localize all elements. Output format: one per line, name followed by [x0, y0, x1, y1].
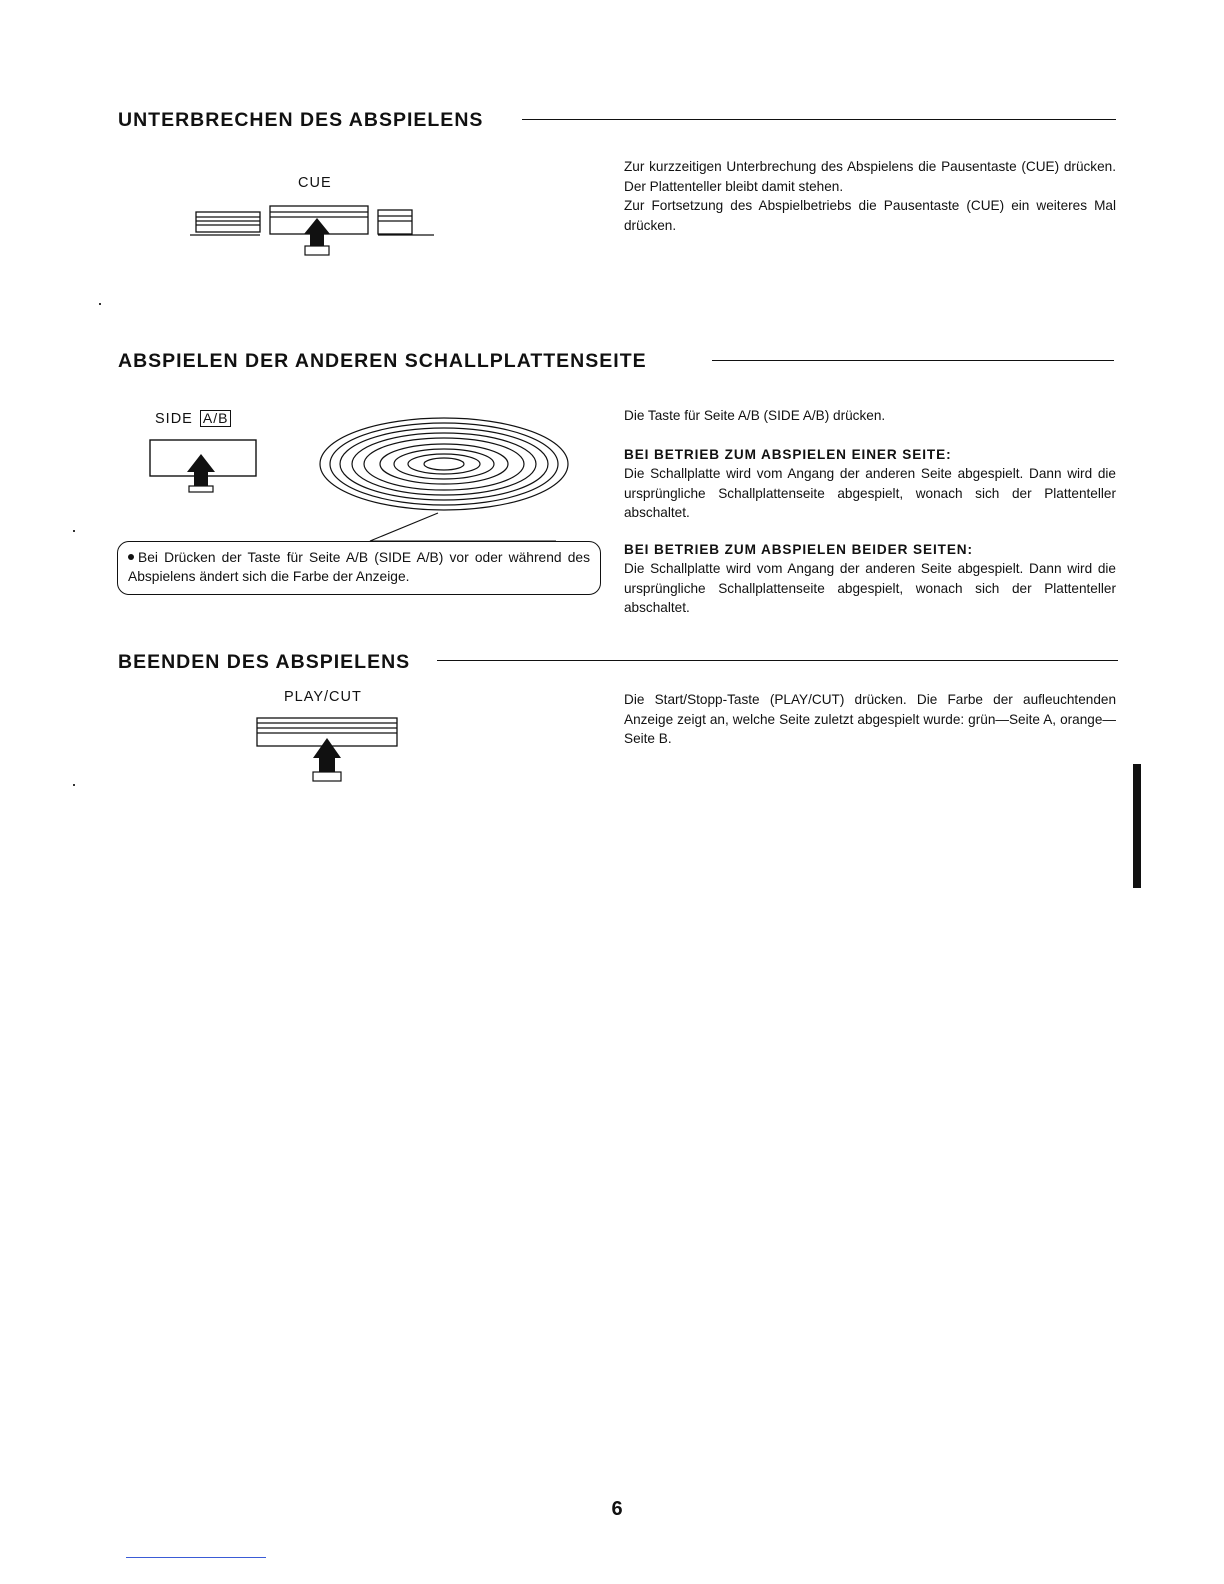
margin-bar	[1133, 764, 1141, 888]
scan-speck	[73, 784, 75, 786]
scan-speck	[99, 303, 101, 305]
right-key	[378, 210, 434, 235]
section-heading-stop: BEENDEN DES ABSPIELENS	[118, 651, 411, 673]
record-disc-icon	[320, 418, 580, 558]
cue-button-label: CUE	[298, 175, 332, 191]
side-intro: Die Taste für Seite A/B (SIDE A/B) drücken.	[624, 408, 886, 423]
footer-underline	[126, 1557, 266, 1558]
section-heading-pause: UNTERBRECHEN DES ABSPIELENS	[118, 109, 484, 131]
side-button-label	[155, 410, 231, 427]
side-color-note	[117, 541, 601, 595]
press-arrow-icon	[304, 218, 330, 255]
cue-button-illustration	[190, 198, 440, 258]
single-side-heading: BEI BETRIEB ZUM ABSPIELEN EINER SEITE:	[624, 446, 952, 462]
side-description	[624, 406, 1116, 618]
scan-speck	[73, 530, 75, 532]
bullet-icon	[128, 554, 134, 560]
both-sides-text: Die Schallplatte wird vom Angang der anderen Seite abgespielt. Dann wird die ursprüngliche Schallplattenseite abgespielt, wonach sich der Plattenteller abschaltet.	[624, 561, 1116, 615]
side-button-illustration	[148, 438, 268, 498]
heading-rule	[437, 660, 1118, 661]
single-side-text: Die Schallplatte wird vom Angang der anderen Seite abgespielt. Dann wird die ursprüngliche Schallplattenseite abgespielt, wonach sich der Plattenteller abschaltet.	[624, 466, 1116, 520]
press-arrow-icon	[313, 738, 341, 781]
section-heading-other-side: ABSPIELEN DER ANDEREN SCHALLPLATTENSEITE	[118, 350, 647, 372]
side-label-text: SIDE	[155, 411, 193, 427]
playcut-button-label: PLAY/CUT	[284, 689, 362, 705]
heading-rule	[712, 360, 1114, 361]
both-sides-heading: BEI BETRIEB ZUM ABSPIELEN BEIDER SEITEN:	[624, 541, 973, 557]
side-ab-box-label: A/B	[200, 410, 232, 427]
page-number: 6	[611, 1498, 623, 1520]
pause-text-2: Zur Fortsetzung des Abspielbetriebs die Pausentaste (CUE) ein weiteres Mal drücken.	[624, 198, 1116, 233]
stop-text: Die Start/Stopp-Taste (PLAY/CUT) drücken. Die Farbe der aufleuchtenden Anzeige zeigt an, welche Seite zuletzt abgespielt wurde: grün—Seite A, orange—Seite B.	[624, 692, 1116, 746]
pause-description	[624, 157, 1116, 235]
pause-text-1: Zur kurzzeitigen Unterbrechung des Abspielens die Pausentaste (CUE) drücken. Der Plattenteller bleibt damit stehen.	[624, 159, 1116, 194]
playcut-button-illustration	[255, 714, 405, 784]
stop-description	[624, 690, 1116, 749]
press-arrow-icon	[187, 454, 215, 492]
note-text: Bei Drücken der Taste für Seite A/B (SIDE A/B) vor oder während des Abspielens ändert sich die Farbe der Anzeige.	[128, 550, 590, 584]
left-key	[190, 212, 260, 235]
heading-rule	[522, 119, 1116, 120]
